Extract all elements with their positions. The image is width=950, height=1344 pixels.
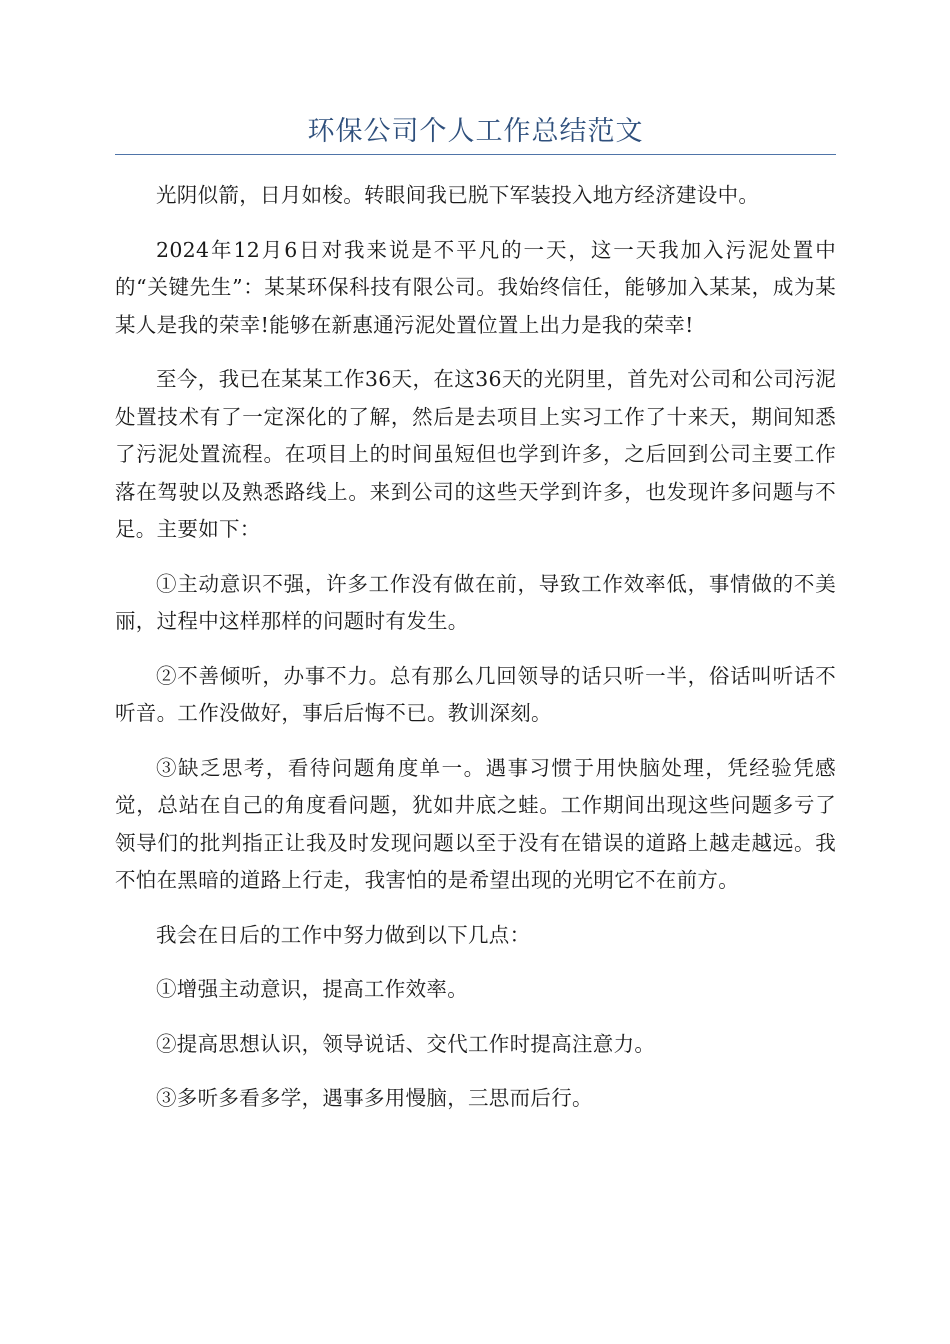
paragraph-experience: 至今，我已在某某工作36天，在这36天的光阴里，首先对公司和公司污泥处置技术有了一定深化的了解，然后是去项目上实习工作了十来天，期间知悉了污泥处置流程。在项目上的时间虽短但也学到许多，之后回到公司主要工作落在驾驶以及熟悉路线上。来到公司的这些天学到许多，也发现许多问题与不足。主要如下： <box>115 367 836 541</box>
paragraph-plan-3: ③多听多看多学，遇事多用慢脑，三思而后行。 <box>156 1086 593 1110</box>
paragraph-plan-1: ①增强主动意识，提高工作效率。 <box>156 977 468 1001</box>
paragraph-plan-intro: 我会在日后的工作中努力做到以下几点： <box>156 922 531 947</box>
paragraph-opening: 光阴似箭，日月如梭。转眼间我已脱下军装投入地方经济建设中。 <box>156 183 760 207</box>
document-page <box>115 0 836 1135</box>
paragraph-problem-1: ①主动意识不强，许多工作没有做在前，导致工作效率低，事情做的不美丽，过程中这样那样的问题时有发生。 <box>115 571 836 633</box>
document-body <box>115 177 836 1118</box>
document-title: 环保公司个人工作总结范文 <box>307 116 644 147</box>
paragraph-plan-2: ②提高思想认识，领导说话、交代工作时提高注意力。 <box>156 1031 656 1056</box>
paragraph-problem-2: ②不善倾听，办事不力。总有那么几回领导的话只听一半，俗话叫听话不听音。工作没做好，事后后悔不已。教训深刻。 <box>115 663 836 725</box>
paragraph-problem-3: ③缺乏思考，看待问题角度单一。遇事习惯于用快脑处理，凭经验凭感觉，总站在自己的角度看问题，犹如井底之蛙。工作期间出现这些问题多亏了领导们的批判指正让我及时发现问题以至于没有在错误的道路上越走越远。我不怕在黑暗的道路上行走，我害怕的是希望出现的光明它不在前方。 <box>115 755 836 892</box>
title-underline <box>115 154 836 155</box>
paragraph-joining-date: 2024年12月6日对我来说是不平凡的一天，这一天我加入污泥处置中的“关键先生”：某某环保科技有限公司。我始终信任，能够加入某某，成为某某人是我的荣幸!能够在新惠通污泥处置位置上出力是我的荣幸! <box>115 237 836 337</box>
